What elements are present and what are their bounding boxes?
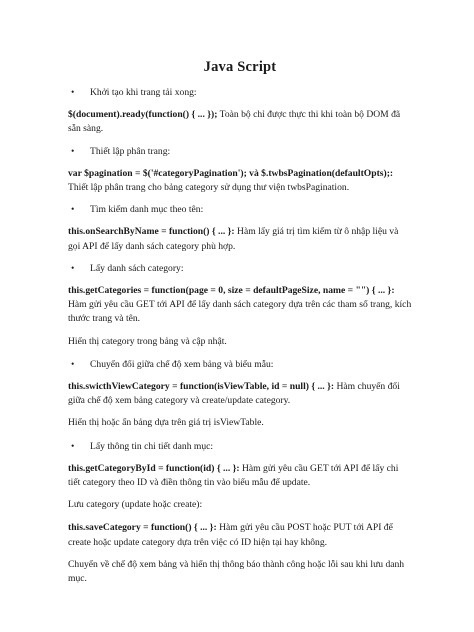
code-snippet: this.getCategories = function(page = 0, size = defaultPageSize, name = "") { ... }: <box>68 285 395 297</box>
bullet-item <box>68 145 412 159</box>
code-snippet: var $pagination = $('#categoryPagination'); và $.twbsPagination(defaultOpts);: <box>68 167 394 179</box>
bullet-text: Lấy danh sách category: <box>90 262 184 274</box>
code-paragraph <box>68 462 412 490</box>
code-paragraph <box>68 521 412 549</box>
bullet-item <box>68 358 412 372</box>
bullet-dot-icon: • <box>71 145 75 157</box>
code-paragraph <box>68 380 412 408</box>
code-description: Hàm chuyển đổi giữa chế độ xem bảng category và create/update category. <box>68 381 400 407</box>
bullet-dot-icon: • <box>71 204 75 216</box>
bullet-item <box>68 86 412 100</box>
bullet-text: Thiết lập phân trang: <box>90 145 171 157</box>
code-snippet: this.getCategoryById = function(id) { ... }: <box>68 462 240 474</box>
code-description: Thiết lập phân trang cho bảng category sử dụng thư viện twbsPagination. <box>68 182 350 194</box>
bullet-item <box>68 203 412 217</box>
code-description: Hàm gửi yêu cầu GET tới API để lấy chi tiết category theo ID và điền thông tin vào biểu mẫu để update. <box>68 462 399 489</box>
bullet-text: Chuyển đổi giữa chế độ xem bảng và biểu mẫu: <box>90 358 274 370</box>
code-description: Hàm gửi yêu cầu GET tới API để lấy danh sách category dựa trên các tham số trang, kích thước trang và tên. <box>68 299 412 325</box>
note-paragraph: Hiển thị hoặc ẩn bảng dựa trên giá trị isViewTable. <box>68 417 264 429</box>
code-paragraph <box>68 284 412 327</box>
code-paragraph <box>68 225 412 253</box>
code-snippet: this.saveCategory = function() { ... }: <box>68 522 217 534</box>
code-description: Toàn bộ chỉ được thực thi khi toàn bộ DOM đã sẵn sàng. <box>68 109 401 135</box>
bullet-text: Lấy thông tin chi tiết danh mục: <box>90 440 214 452</box>
code-paragraph <box>68 167 412 195</box>
bullet-dot-icon: • <box>71 358 75 370</box>
code-snippet: this.swicthViewCategory = function(isViewTable, id = null) { ... }: <box>68 381 335 393</box>
bullet-item <box>68 262 412 276</box>
bullet-dot-icon: • <box>71 87 75 98</box>
bullet-item <box>68 440 412 454</box>
bullet-dot-icon: • <box>71 440 75 452</box>
bullet-text: Tìm kiếm danh mục theo tên: <box>90 204 204 216</box>
note-paragraph: Chuyển về chế độ xem bảng và hiển thị thông báo thành công hoặc lỗi sau khi lưu danh mục. <box>68 558 405 585</box>
note-paragraph: Lưu category (update hoặc create): <box>68 499 203 511</box>
bullet-text: Khởi tạo khi trang tải xong: <box>90 87 197 98</box>
code-snippet: this.onSearchByName = function() { ... }: <box>68 226 235 238</box>
page-title: Java Script <box>203 59 277 75</box>
code-paragraph <box>68 108 412 136</box>
code-description: Hàm gửi yêu cầu POST hoặc PUT tới API để create hoặc update category dựa trên việc có ID hiện tại hay không. <box>68 522 393 548</box>
bullet-dot-icon: • <box>71 262 75 274</box>
code-description: Hàm lấy giá trị tìm kiếm từ ô nhập liệu và gọi API để lấy danh sách category phù hợp. <box>68 226 399 252</box>
note-paragraph: Hiển thị category trong bảng và cập nhật. <box>68 335 227 347</box>
code-snippet: $(document).ready(function() { ... }); <box>68 109 218 121</box>
